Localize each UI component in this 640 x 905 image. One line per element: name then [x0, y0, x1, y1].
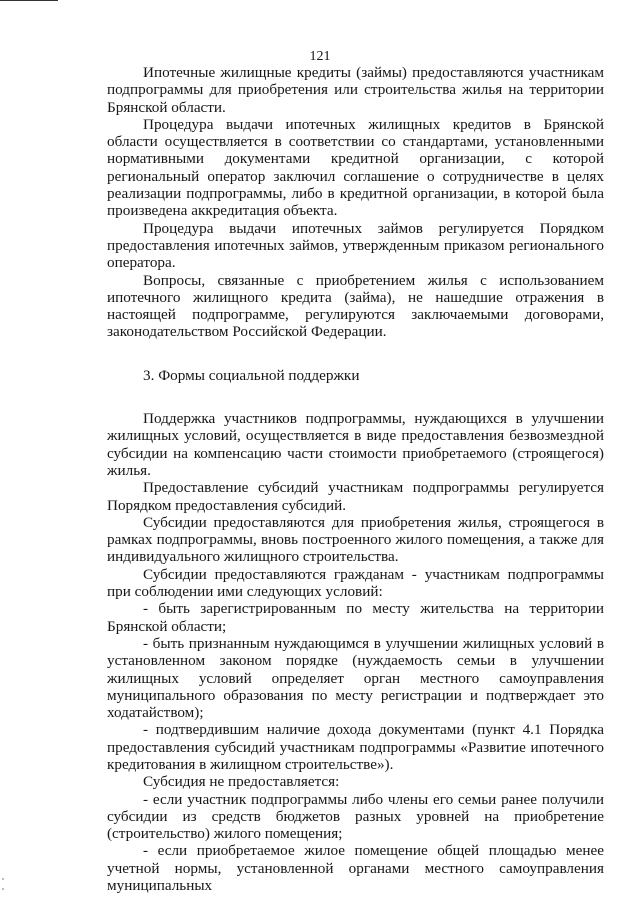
list-item: - если участник подпрограммы либо члены его семьи ранее получили субсидии из средств бюджетов разных уровней на приобретение (строительство) жилого помещения; — [107, 790, 604, 843]
paragraph: Субсидия не предоставляется: — [143, 773, 340, 791]
page-number: 121 — [309, 49, 331, 64]
scan-edge-mark — [2, 878, 4, 880]
paragraph: Субсидии предоставляются гражданам - участникам подпрограммы при соблюдении ими следующих условий: — [107, 565, 604, 601]
document-body — [107, 64, 604, 894]
scan-edge-mark — [2, 888, 4, 890]
list-item: - быть зарегистрированным по месту жительства на территории Брянской области; — [107, 600, 604, 635]
paragraph: Ипотечные жилищные кредиты (займы) предоставляются участникам подпрограммы для приобретения или строительства жилья на территории Брянской области. — [107, 64, 604, 116]
paragraph: Процедура выдачи ипотечных жилищных кредитов в Брянской области осуществляется в соответствии со стандартами, установленными нормативными документами кредитной организации, с которой региональный оператор заключил соглашение о сотрудничестве в целях реализации подпрограммы, либо в кредитной организации, в которой была произведена аккредитация объекта. — [107, 115, 604, 220]
list-item: - подтвердившим наличие дохода документами (пункт 4.1 Порядка предоставления субсидий участникам подпрограммы «Развитие ипотечного кредитования в жилищном строительстве»). — [107, 721, 604, 773]
paragraph: Поддержка участников подпрограммы, нуждающихся в улучшении жилищных условий, осуществляется в виде предоставления безвозмездной субсидии на компенсацию части стоимости приобретаемого (строящегося) жилья. — [107, 410, 604, 479]
paragraph: Вопросы, связанные с приобретением жилья с использованием ипотечного жилищного кредита (займа), не нашедшие отражения в настоящей подпрограмме, регулируются заключаемыми договорами, законодательством Российской Федерации. — [107, 271, 604, 341]
list-item: - быть признанным нуждающимся в улучшении жилищных условий в установленном законом порядке (нуждаемость семьи в улучшении жилищных условий определяет орган местного самоуправления муниципального образования по месту регистрации и подтверждает это ходатайством); — [107, 634, 604, 722]
top-edge-rule — [0, 0, 58, 1]
paragraph: Предоставление субсидий участникам подпрограммы регулируется Порядком предоставления субсидий. — [107, 479, 604, 514]
paragraph: Процедура выдачи ипотечных займов регулируется Порядком предоставления ипотечных займов, утвержденным приказом регионального оператора. — [107, 219, 604, 272]
paragraph: Субсидии предоставляются для приобретения жилья, строящегося в рамках подпрограммы, вновь построенного жилого помещения, а также для индивидуального жилищного строительства. — [107, 513, 604, 566]
list-item: - если приобретаемое жилое помещение общей площадью менее учетной нормы, установленной органами местного самоуправления муниципальных — [107, 842, 604, 895]
section-heading: 3. Формы социальной поддержки — [143, 366, 360, 384]
